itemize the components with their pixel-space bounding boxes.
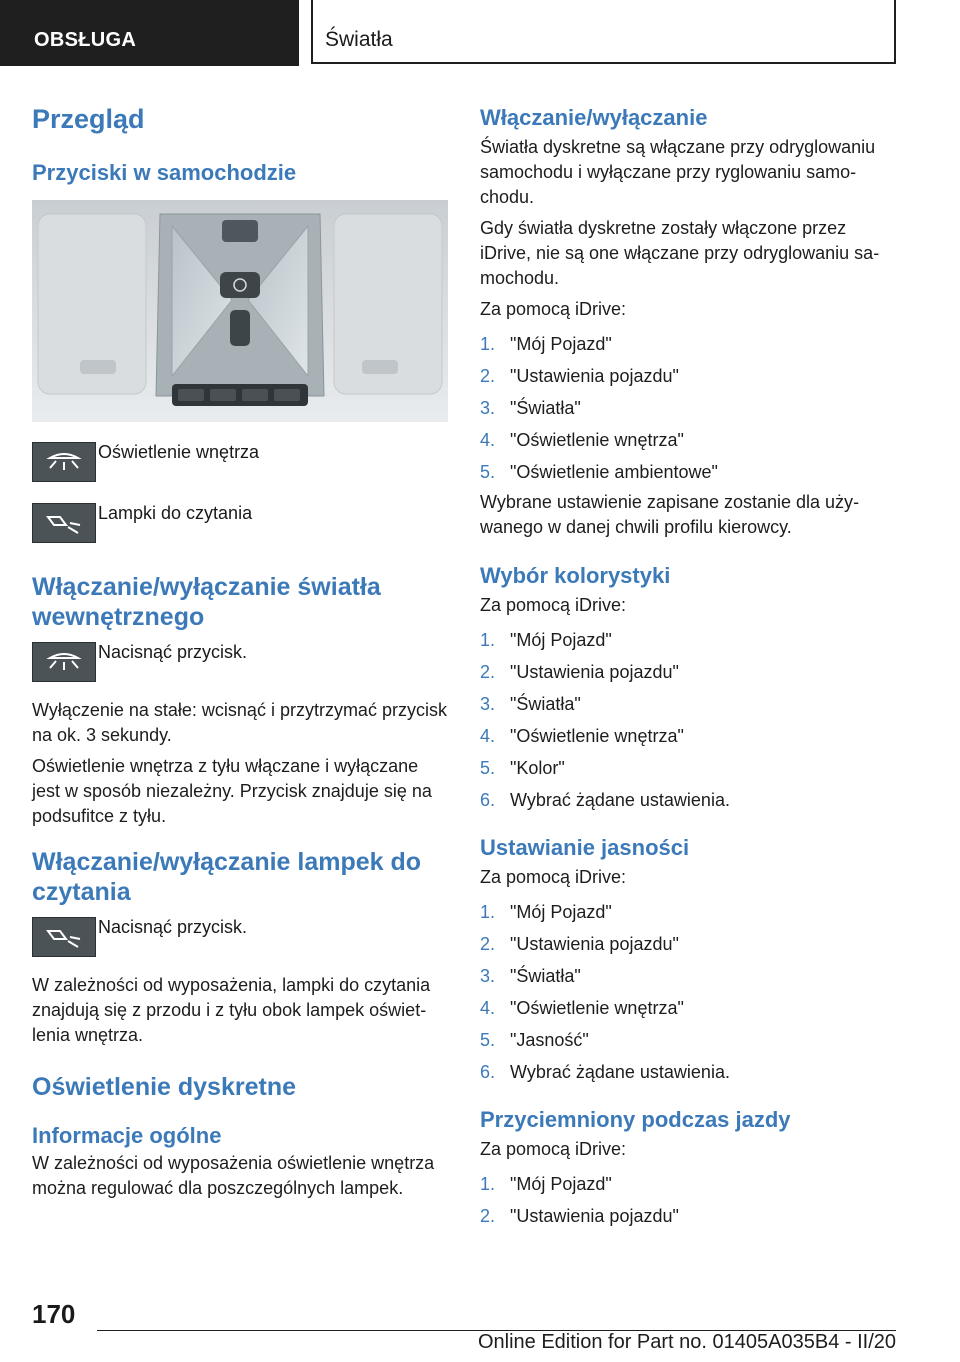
list-item: 1. "Mój Pojazd" [480,902,612,922]
onoff-paragraph-1: Światła dyskretne są włączane przy odryglowaniu samochodu i wyłączane przy ryglowaniu samochodu. [480,137,876,207]
overhead-console-illustration [32,200,448,422]
list-item: 5. "Kolor" [480,758,565,778]
list-item: 3. "Światła" [480,694,581,714]
reading-light-row [32,497,448,558]
list-item: 2. "Ustawienia pojazdu" [480,366,679,386]
reading-light-label: Lampki do czytania [98,503,253,523]
list-item: 6. Wybrać żądane ustawienia. [480,790,730,810]
reading-press-text: Nacisnąć przycisk. [98,917,248,937]
list-item: 1. "Mój Pojazd" [480,630,612,650]
page-header [0,0,960,66]
brightness-idrive: Za pomocą iDrive: [480,867,627,887]
color-steps [480,624,898,816]
list-item: 1. "Mój Pojazd" [480,1174,612,1194]
heading-overview: Przegląd [32,104,145,134]
heading-interior-toggle: Włączanie/wyłączanie światła wewnętrznego [32,573,381,631]
onoff-steps [480,328,898,488]
onoff-paragraph-2: Gdy światła dyskretne zostały włączone przez iDrive, nie są one włączane przy odryglowaniu samochodu. [480,218,880,288]
heading-buttons: Przyciski w samochodzie [32,160,297,185]
interior-light-label: Oświetlenie wnętrza [98,442,260,462]
heading-dimmed: Przyciemniony podczas jazdy [480,1107,791,1132]
chapter-box [311,0,896,64]
heading-reading-toggle: Włączanie/wyłączanie lampek do czytania [32,848,422,906]
brightness-steps [480,896,898,1088]
list-item: 4. "Oświetlenie wnętrza" [480,726,684,746]
list-item: 2. "Ustawienia pojazdu" [480,662,679,682]
list-item: 4. "Oświetlenie wnętrza" [480,430,684,450]
reading-light-icon [32,503,96,543]
left-column [32,96,448,1201]
color-idrive: Za pomocą iDrive: [480,595,627,615]
dimmed-steps [480,1168,898,1232]
right-column [480,96,898,1232]
onoff-paragraph-3: Wybrane ustawienie zapisane zostanie dla używanego w danej chwili profilu kierowcy. [480,492,860,537]
list-item: 2. "Ustawienia pojazdu" [480,1206,679,1226]
onoff-idrive: Za pomocą iDrive: [480,299,627,319]
heading-brightness: Ustawianie jasności [480,835,690,860]
list-item: 3. "Światła" [480,398,581,418]
interior-paragraph-1: Wyłączenie na stałe: wcisnąć i przytrzymać przycisk na ok. 3 sekundy. [32,700,447,745]
list-item: 1. "Mój Pojazd" [480,334,612,354]
chapter-title: Światła [325,28,393,51]
list-item: 2. "Ustawienia pojazdu" [480,934,679,954]
interior-press-text: Nacisnąć przycisk. [98,642,248,662]
reading-paragraph-1: W zależności od wyposażenia, lampki do czytania znajdują się z przodu i z tyłu obok lampek oświetlenia wnętrza. [32,975,431,1045]
heading-color: Wybór kolorystyki [480,563,671,588]
general-paragraph-1: W zależności od wyposażenia oświetlenie wnętrza można regulować dla poszczególnych lampek. [32,1153,435,1198]
list-item: 5. "Oświetlenie ambientowe" [480,462,718,482]
interior-light-icon [32,442,96,482]
list-item: 3. "Światła" [480,966,581,986]
list-item: 6. Wybrać żądane ustawienia. [480,1062,730,1082]
list-item: 4. "Oświetlenie wnętrza" [480,998,684,1018]
heading-general: Informacje ogólne [32,1123,222,1148]
interior-light-icon [32,642,96,682]
page-number: 170 [32,1299,76,1329]
heading-onoff: Włączanie/wyłączanie [480,105,708,130]
interior-light-row [32,436,448,497]
interior-toggle-row [32,636,448,692]
footer-edition: Online Edition for Part no. 01405A035B4 - II/20 [477,1331,896,1353]
list-item: 5. "Jasność" [480,1030,589,1050]
reading-light-icon [32,917,96,957]
section-tab: OBSŁUGA [0,0,299,66]
interior-paragraph-2: Oświetlenie wnętrza z tyłu włączane i wyłączane jest w sposób niezależny. Przycisk znajduje się na podsufitce z tyłu. [32,756,432,826]
reading-toggle-row [32,911,448,967]
heading-ambient: Oświetlenie dyskretne [32,1073,297,1101]
dimmed-idrive: Za pomocą iDrive: [480,1139,627,1159]
